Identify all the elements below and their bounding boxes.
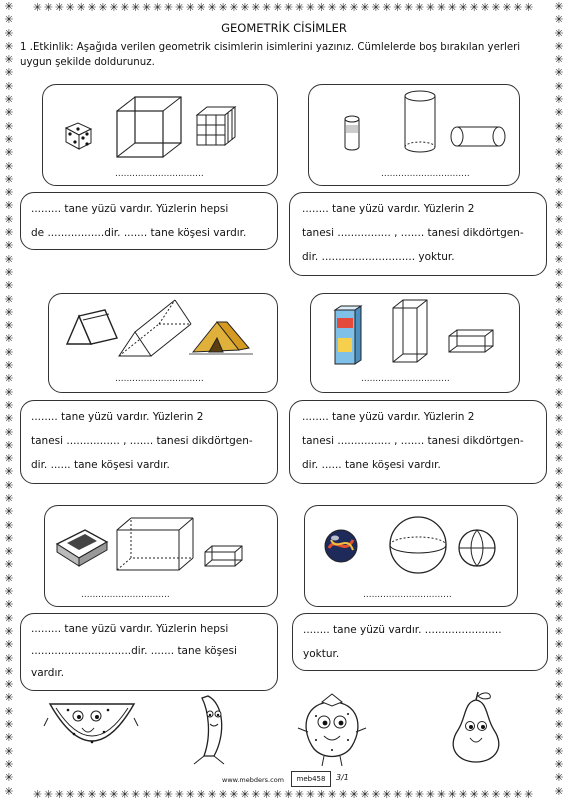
triangular-prism-sentence-box xyxy=(20,400,278,484)
sentence-line: tanesi ................ , ....... tanesi dikdörtgen- xyxy=(31,435,253,447)
bottom-star-border: ✳✳✳✳✳✳✳✳✳✳✳✳✳✳✳✳✳✳✳✳✳✳✳✳✳✳✳✳✳✳✳✳✳✳✳✳✳✳✳✳✳✳✳✳✳✳ xyxy=(32,789,536,801)
name-answer-blank[interactable]: ............................... xyxy=(381,169,470,179)
left-star-border: ✳ ✳ ✳ ✳ ✳ ✳ ✳ ✳ ✳ ✳ ✳ ✳ ✳ ✳ ✳ ✳ ✳ ✳ ✳ ✳ ✳ ✳ ✳ ✳ ✳ ✳ ✳ ✳ ✳ ✳ ✳ ✳ ✳ ✳ ✳ ✳ ✳ ✳ ✳ ✳ ✳ ✳ ✳ ✳ ✳ ✳ ✳ ✳ ✳ ✳ ✳ ✳ ✳ ✳ ✳ ✳ ✳ ✳ ✳ ✳ xyxy=(4,0,14,798)
sentence-line: ........ tane yüzü vardır. Yüzlerin 2 xyxy=(302,203,475,215)
sentence-line: vardır. xyxy=(31,667,65,679)
cube-picture-box xyxy=(42,84,278,186)
name-answer-blank[interactable]: ............................... xyxy=(115,169,204,179)
flat-prism-wireframe xyxy=(447,328,497,354)
dice-image xyxy=(63,120,93,150)
cube-sentence-box xyxy=(20,192,278,250)
sentence-line: yoktur. xyxy=(303,648,340,660)
strawberry-character-image xyxy=(296,692,368,768)
page-title: GEOMETRİK CİSİMLER xyxy=(221,21,347,35)
sphere-picture-box xyxy=(304,505,518,607)
sentence-line: tanesi ................ , ....... tanesi dikdörtgen- xyxy=(302,435,524,447)
right-star-border: ✳ ✳ ✳ ✳ ✳ ✳ ✳ ✳ ✳ ✳ ✳ ✳ ✳ ✳ ✳ ✳ ✳ ✳ ✳ ✳ ✳ ✳ ✳ ✳ ✳ ✳ ✳ ✳ ✳ ✳ ✳ ✳ ✳ ✳ ✳ ✳ ✳ ✳ ✳ ✳ ✳ ✳ ✳ ✳ ✳ ✳ ✳ ✳ ✳ ✳ ✳ ✳ ✳ ✳ ✳ ✳ ✳ ✳ ✳ ✳ xyxy=(554,0,564,798)
name-answer-blank[interactable]: ............................... xyxy=(81,590,170,600)
triangular-prism-wireframe xyxy=(117,298,195,358)
cylinder-wireframe xyxy=(403,89,439,157)
sentence-line: ..............................dir. ....... tane köşesi xyxy=(31,645,237,657)
triangular-prism-picture-box xyxy=(48,293,278,393)
cube-wireframe xyxy=(115,95,185,159)
horizontal-cylinder-image xyxy=(449,125,511,149)
sentence-line: de .................dir. ....... tane köşesi vardır. xyxy=(31,227,247,239)
watermelon-character-image xyxy=(46,698,138,760)
sentence-line: dir. ...... tane köşesi vardır. xyxy=(31,459,170,471)
juice-box-image xyxy=(333,304,363,366)
instruction-text: 1 .Etkinlik: Aşağıda verilen geometrik cisimlerin isimlerini yazınız. Cümlelerde boş bırakılan yerleri uygun şekilde doldurunuz. xyxy=(20,42,521,68)
rectangular-prism-wireframe xyxy=(115,516,195,572)
footer-signature: 3/1 xyxy=(336,773,349,782)
toblerone-prism-image xyxy=(65,308,121,348)
name-answer-blank[interactable]: ............................... xyxy=(361,374,450,384)
sentence-line: dir. ............................ yoktur. xyxy=(302,251,455,263)
top-star-border: ✳✳✳✳✳✳✳✳✳✳✳✳✳✳✳✳✳✳✳✳✳✳✳✳✳✳✳✳✳✳✳✳✳✳✳✳✳✳✳✳✳✳✳✳✳✳ xyxy=(32,2,536,14)
footer-website: www.mebders.com xyxy=(222,776,285,784)
rubiks-cube-image xyxy=(193,105,237,149)
sentence-line: dir. ...... tane köşesi vardır. xyxy=(302,459,441,471)
banana-character-image xyxy=(184,694,234,766)
sentence-line: ........ tane yüzü vardır. ....................... xyxy=(303,624,502,636)
square-prism-sentence-box xyxy=(289,400,547,484)
tent-image xyxy=(189,318,253,358)
sentence-line: tanesi ................ , ....... tanesi dikdörtgen- xyxy=(302,227,524,239)
rectangular-prism-sentence-box xyxy=(20,613,278,691)
name-answer-blank[interactable]: ............................... xyxy=(363,590,452,600)
sentence-line: ......... tane yüzü vardır. Yüzlerin hepsi xyxy=(31,203,229,215)
marble-image xyxy=(323,528,359,564)
cylinder-picture-box xyxy=(308,84,520,186)
pear-character-image xyxy=(444,690,510,764)
sphere-sentence-box xyxy=(292,613,548,671)
square-prism-picture-box xyxy=(310,293,520,393)
battery-image xyxy=(343,113,363,155)
name-answer-blank[interactable]: ............................... xyxy=(115,374,204,384)
sentence-line: ......... tane yüzü vardır. Yüzlerin hepsi xyxy=(31,623,229,635)
square-prism-wireframe xyxy=(391,298,429,364)
cylinder-sentence-box xyxy=(289,192,547,276)
rectangular-prism-picture-box xyxy=(44,505,278,607)
small-prism-wireframe xyxy=(203,544,245,568)
sentence-line: ........ tane yüzü vardır. Yüzlerin 2 xyxy=(31,411,204,423)
matchbox-image xyxy=(55,528,109,568)
sentence-line: ........ tane yüzü vardır. Yüzlerin 2 xyxy=(302,411,475,423)
sphere-wireframe xyxy=(387,514,449,576)
ball-image xyxy=(457,528,497,568)
footer-code-badge: meb458 xyxy=(291,771,331,787)
